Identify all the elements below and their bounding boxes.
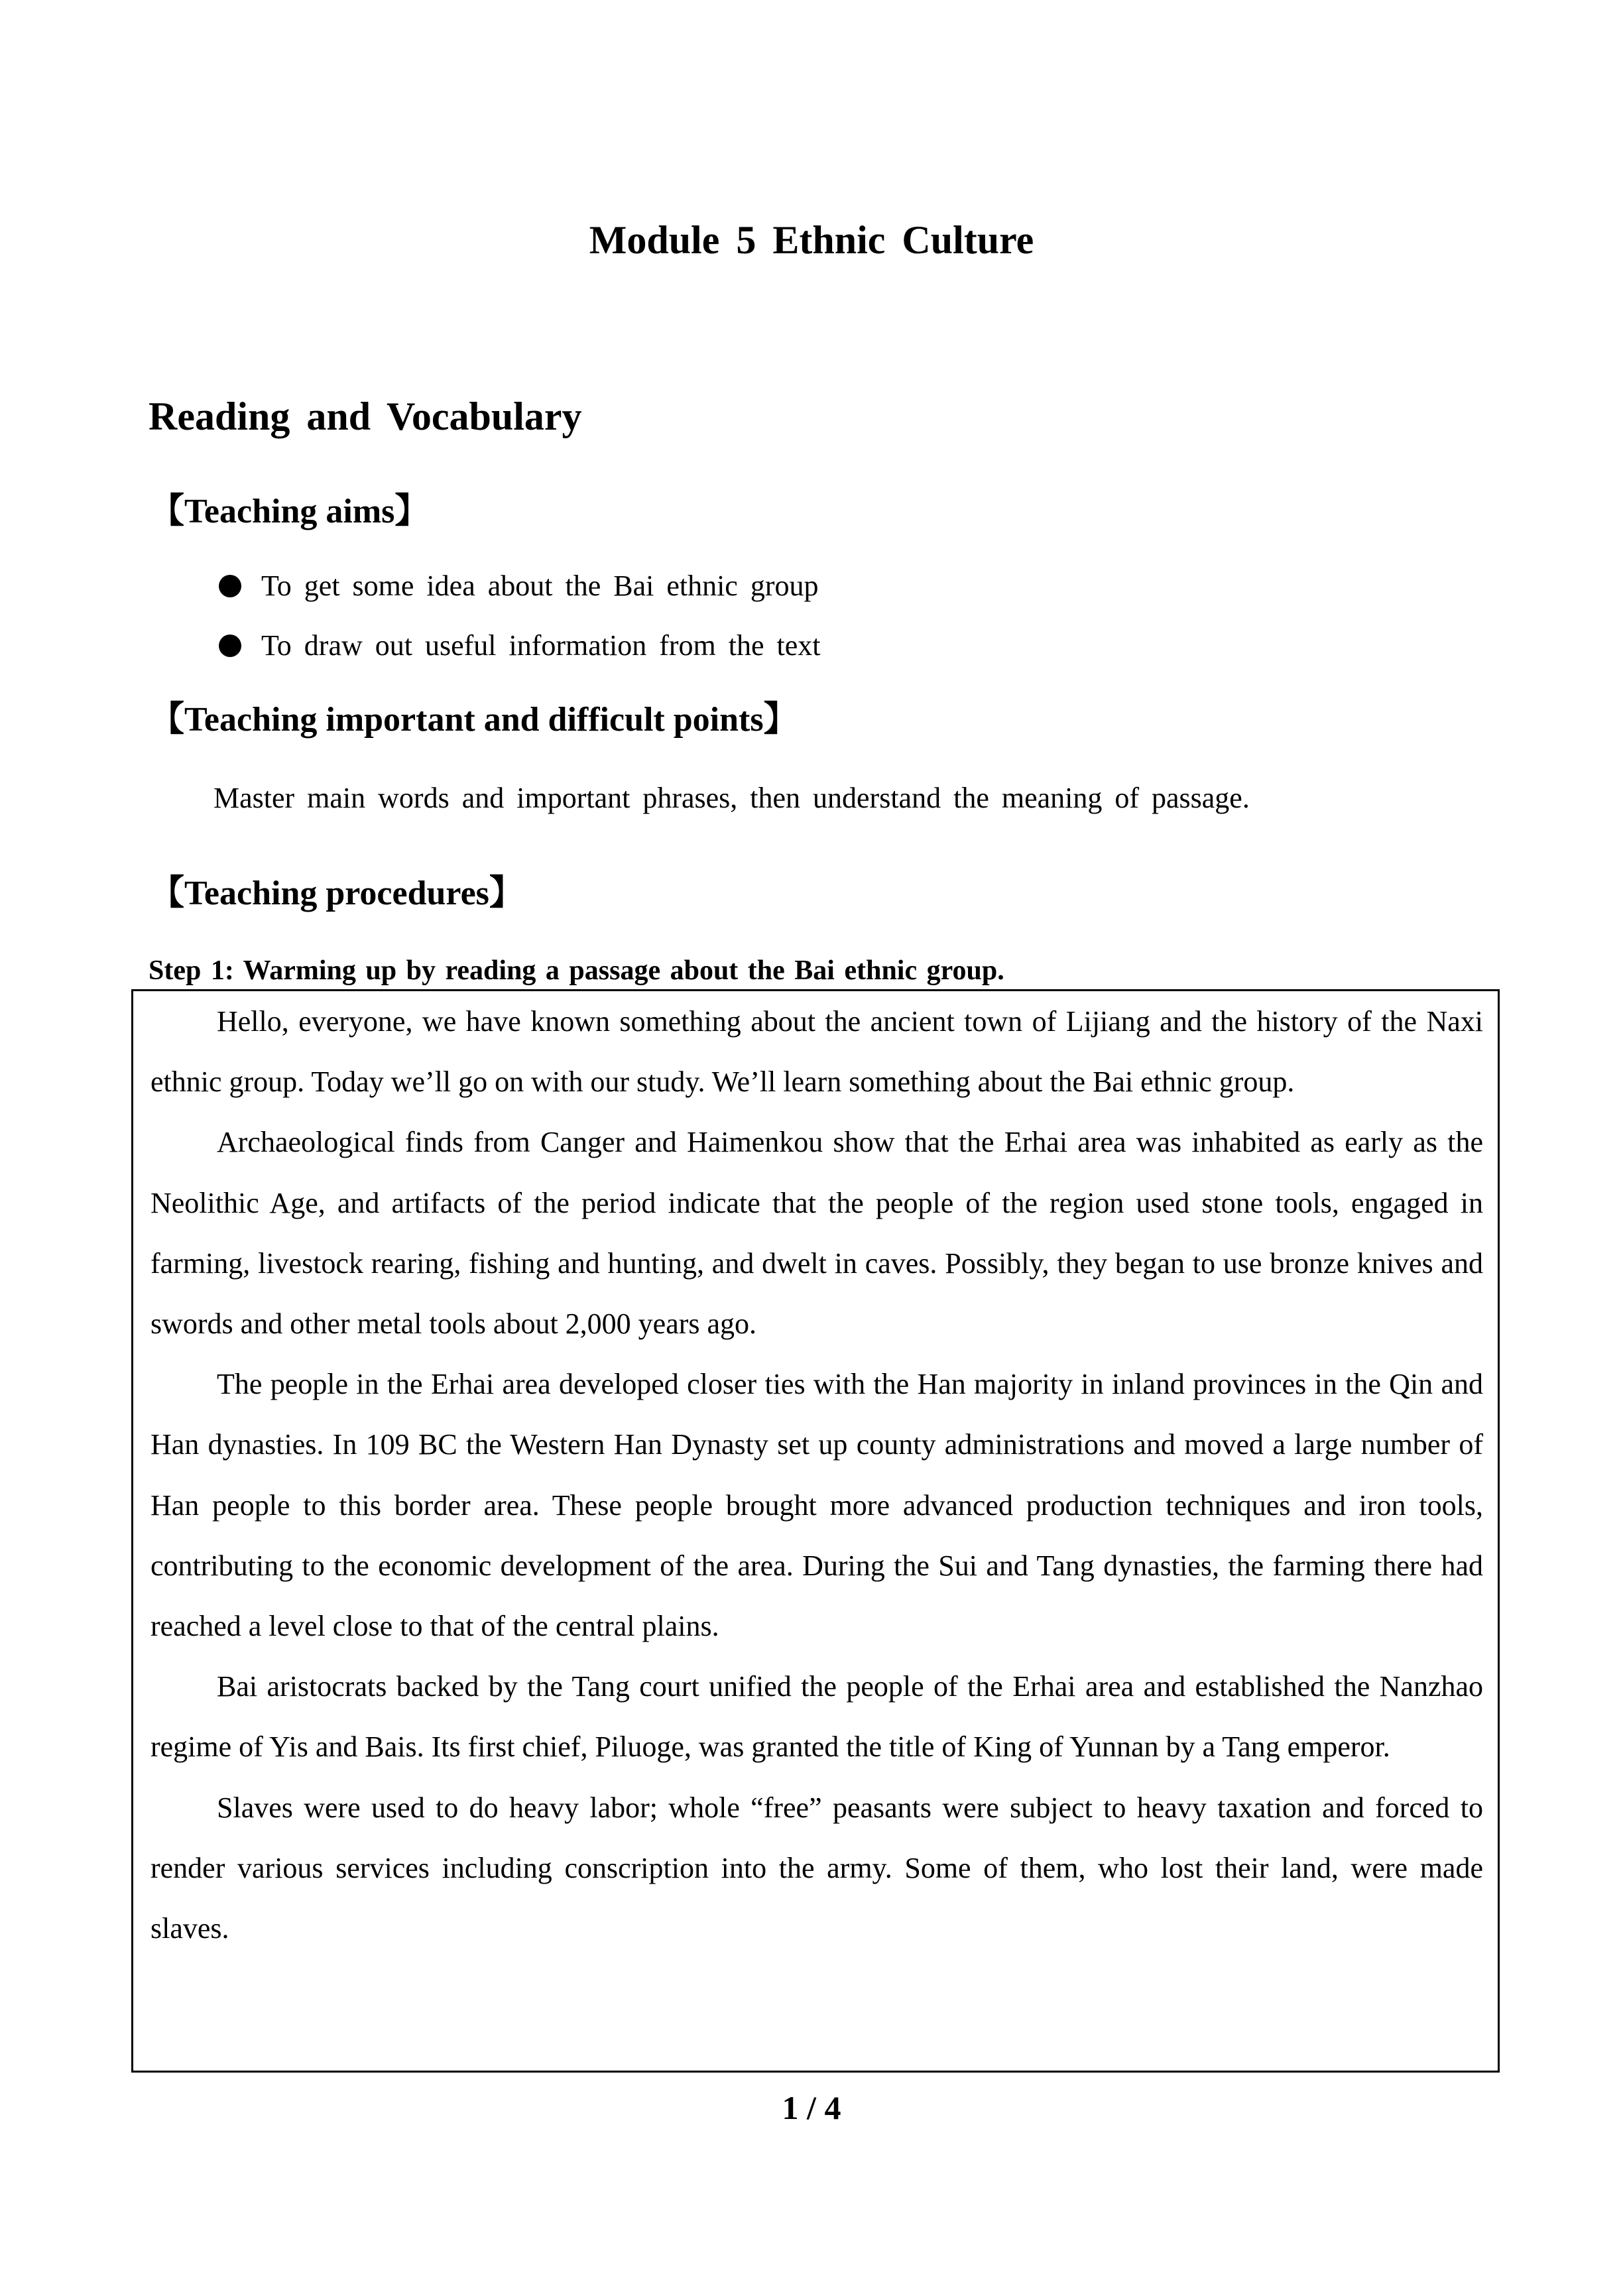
- teaching-aims-heading-text: Teaching aims: [184, 493, 395, 530]
- passage-paragraph-1: Hello, everyone, we have known something about the ancient town of Lijiang and the history of the Naxi ethnic group. Today we’ll go on with our study. We’ll learn something about the Bai ethnic group.: [150, 1005, 1483, 1099]
- right-bracket: 】: [394, 493, 430, 530]
- bullet-icon: [219, 634, 241, 657]
- page-number: 1 / 4: [782, 2089, 841, 2126]
- passage-paragraph-2: Archaeological finds from Canger and Haimenkou show that the Erhai area was inhabited as early as the Neolithic Age, and artifacts of the period indicate that the people of the region used stone tools, engaged in farming, livestock rearing, fishing and hunting, and dwelt in caves. Possibly, they began to use bronze knives and swords and other metal tools about 2,000 years ago.: [150, 1126, 1483, 1341]
- left-bracket: 【: [150, 701, 185, 739]
- right-bracket: 】: [489, 875, 524, 912]
- left-bracket: 【: [150, 875, 185, 912]
- aim-item-text: To draw out useful information from the text: [261, 629, 821, 662]
- step-1-title: Step 1: Warming up by reading a passage about the Bai ethnic group.: [149, 955, 1004, 986]
- aim-item-2: [219, 629, 821, 662]
- document-title: Module 5 Ethnic Culture: [589, 218, 1034, 262]
- passage-paragraph-3: The people in the Erhai area developed closer ties with the Han majority in inland provinces in the Qin and Han dynasties. In 109 BC the Western Han Dynasty set up county administrations and moved a large number of Han people to this border area. These people brought more advanced production techniques and iron tools, contributing to the economic development of the area. During the Sui and Tang dynasties, the farming there had reached a level close to that of the central plains.: [150, 1368, 1483, 1643]
- teaching-aims-heading: [150, 483, 429, 532]
- important-points-heading-text: Teaching important and difficult points: [184, 701, 764, 739]
- passage: [150, 991, 1483, 1959]
- aim-item-text: To get some idea about the Bai ethnic group: [261, 570, 819, 602]
- important-points-text: Master main words and important phrases, then understand the meaning of passage.: [213, 782, 1250, 814]
- left-bracket: 【: [150, 493, 185, 530]
- procedures-heading-text: Teaching procedures: [184, 875, 489, 912]
- passage-box: [131, 989, 1500, 2073]
- aim-item-1: [219, 569, 819, 603]
- important-points-heading: [150, 691, 798, 741]
- passage-paragraph-4: Bai aristocrats backed by the Tang court unified the people of the Erhai area and established the Nanzhao regime of Yis and Bais. Its first chief, Piluoge, was granted the title of King of Yunnan by a Tang emperor.: [150, 1670, 1483, 1764]
- section-title: Reading and Vocabulary: [149, 394, 582, 438]
- procedures-heading: [150, 865, 524, 914]
- right-bracket: 】: [763, 701, 798, 739]
- passage-paragraph-5: Slaves were used to do heavy labor; whole “free” peasants were subject to heavy taxation and forced to render various services including conscription into the army. Some of them, who lost their land, were made slaves.: [150, 1791, 1483, 1945]
- bullet-icon: [219, 575, 241, 597]
